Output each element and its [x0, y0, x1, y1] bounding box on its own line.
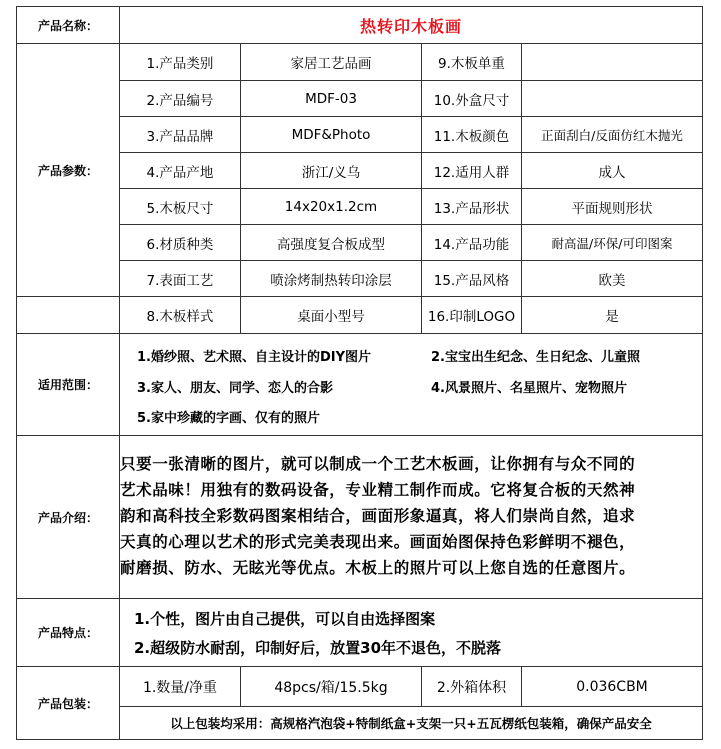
intro-line-1: 只要一张清晰的图片，就可以制成一个工艺木板画，让你拥有与众不同的	[120, 455, 636, 473]
param-value-15: 欧美	[522, 261, 702, 297]
param-key-2: 2.产品编号	[120, 81, 241, 117]
usage-item-3: 3.家人、朋友、同学、恋人的合影	[137, 381, 333, 396]
param-key-4: 4.产品产地	[120, 153, 241, 189]
product-name-label: 产品名称：	[17, 7, 120, 44]
usage-item-2: 2.宝宝出生纪念、生日纪念、儿童照	[431, 350, 640, 365]
usage-item-5: 5.家中珍藏的字画、仅有的照片	[137, 411, 320, 426]
intro-line-5: 耐磨损、防水、无眩光等优点。木板上的照片可以上您自选的任意图片。	[120, 559, 636, 577]
param-key-13: 13.产品形状	[422, 189, 522, 225]
param-key-15: 15.产品风格	[422, 261, 522, 297]
param-key-16: 16.印制LOGO	[422, 297, 522, 334]
param-key-11: 11.木板颜色	[422, 117, 522, 153]
product-spec-sheet	[16, 6, 703, 740]
packing-note: 以上包装均采用：高规格汽泡袋+特制纸盒+支架一只+五瓦楞纸包装箱，确保产品安全	[170, 716, 652, 731]
param-key-3: 3.产品品牌	[120, 117, 241, 153]
param-value-11: 正面刮白/反面仿红木抛光	[522, 117, 702, 153]
params-label: 产品参数：	[17, 44, 120, 297]
param-value-6: 高强度复合板成型	[241, 225, 422, 261]
param-value-10	[522, 81, 702, 117]
param-value-14: 耐高温/环保/可印图案	[522, 225, 702, 261]
usage-item-4: 4.风景照片、名星照片、宠物照片	[431, 381, 627, 396]
intro-line-2: 艺术品味！用独有的数码设备，专业精工制作而成。它将复合板的天然神	[120, 481, 636, 499]
param-key-10: 10.外盒尺寸	[422, 81, 522, 117]
packing-key-2: 2.外箱体积	[422, 667, 522, 707]
param-value-7: 喷涂烤制热转印涂层	[241, 261, 422, 297]
param-value-2: MDF-03	[241, 81, 422, 117]
param-key-1: 1.产品类别	[120, 44, 241, 81]
params-table	[120, 44, 702, 297]
param-key-14: 14.产品功能	[422, 225, 522, 261]
packing-key-1: 1.数量/净重	[120, 667, 241, 707]
usage-block	[120, 334, 702, 436]
param-key-8: 8.木板样式	[120, 297, 241, 334]
param-key-5: 5.木板尺寸	[120, 189, 241, 225]
usage-item-1: 1.婚纱照、艺术照、自主设计的DIY图片	[137, 350, 372, 365]
feature-item-2: 2.超级防水耐刮，印制好后，放置30年不退色，不脱落	[134, 639, 502, 657]
param-value-1: 家居工艺品画	[241, 44, 422, 81]
feature-item-1: 1.个性，图片由自己提供，可以自由选择图案	[134, 610, 436, 628]
param-value-12: 成人	[522, 153, 702, 189]
packing-value-1: 48pcs/箱/15.5kg	[241, 667, 422, 707]
intro-block	[120, 436, 702, 599]
params-label-extra	[17, 297, 120, 334]
intro-line-3: 韵和高科技全彩数码图案相结合，画面形象逼真，将人们崇尚自然，追求	[120, 507, 636, 525]
param-value-16: 是	[522, 297, 702, 334]
param-value-9	[522, 44, 702, 81]
features-block	[120, 599, 702, 667]
packing-value-2: 0.036CBM	[522, 667, 702, 707]
intro-line-4: 天真的心理以艺术的形式完美表现出来。画面始图保持色彩鲜明不褪色，	[120, 533, 636, 551]
param-value-13: 平面规则形状	[522, 189, 702, 225]
param-value-3: MDF&Photo	[241, 117, 422, 153]
param-key-7: 7.表面工艺	[120, 261, 241, 297]
packing-label: 产品包装：	[17, 667, 120, 739]
intro-label: 产品介绍：	[17, 436, 120, 599]
param-key-9: 9.木板单重	[422, 44, 522, 81]
usage-label: 适用范围：	[17, 334, 120, 436]
features-label: 产品特点：	[17, 599, 120, 667]
param-key-6: 6.材质种类	[120, 225, 241, 261]
param-value-4: 浙江/义乌	[241, 153, 422, 189]
param-key-12: 12.适用人群	[422, 153, 522, 189]
param-value-5: 14x20x1.2cm	[241, 189, 422, 225]
product-name: 热转印木板画	[120, 7, 702, 44]
param-value-8: 桌面小型号	[241, 297, 422, 334]
